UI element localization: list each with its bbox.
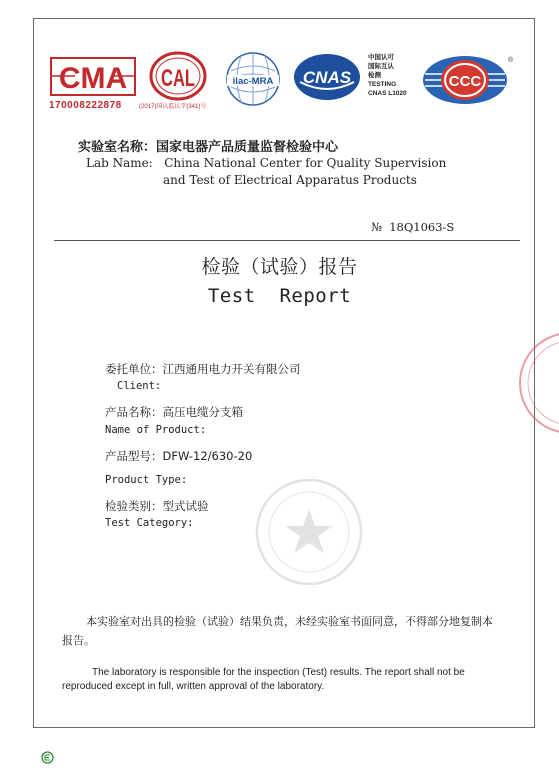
title-cn: 检验（试验）报告	[201, 256, 358, 278]
title-en: Test Report	[207, 285, 352, 307]
product-type-en: Product Type:	[105, 474, 188, 486]
ccc-logo-text: CCC	[448, 73, 482, 90]
registered-mark: ®	[508, 57, 514, 64]
disclaimer-en: The laboratory is responsible for the inspection (Test) results. The report shall not be reproduced except in full, written approval of the laboratory.	[62, 667, 465, 692]
ccc-logo	[421, 54, 509, 106]
cnas-logo-text: CNAS	[302, 68, 352, 87]
cnas-side-line: CNAS L1020	[368, 90, 407, 97]
lab-name-cn: 实验室名称：国家电器产品质量监督检验中心	[78, 140, 339, 155]
client-cn: 委托单位：江西通用电力开关有限公司	[105, 362, 301, 376]
ilac-logo-text: ilac-MRA	[232, 76, 274, 87]
lab-name-en-line2: and Test of Electrical Apparatus Products	[163, 173, 417, 187]
cal-logo	[148, 50, 208, 102]
client-en: Client:	[117, 380, 162, 392]
red-stamp	[515, 328, 559, 438]
ilac-mra-logo	[223, 51, 283, 107]
cnas-side-line: 国际互认	[368, 63, 394, 70]
cnas-logo	[292, 52, 362, 102]
cma-logo-text: CMA	[58, 62, 128, 95]
test-category-cn: 检验类别：型式试验	[105, 499, 209, 513]
lab-name-en-line1: Lab Name: China National Center for Quality Supervision	[86, 156, 447, 170]
seal-watermark	[254, 477, 364, 587]
cnas-side-line: 检测	[368, 72, 381, 79]
cnas-side-line: TESTING	[368, 81, 397, 88]
product-name-en: Name of Product:	[105, 424, 207, 436]
report-number: № 18Q1063-S	[371, 220, 455, 234]
product-name-cn: 产品名称：高压电缆分支箱	[105, 405, 243, 419]
cal-logo-text: CAL	[161, 65, 195, 92]
cnas-side-line: 中国认可	[368, 54, 394, 61]
divider	[54, 240, 520, 241]
disclaimer-cn: 本实验室对出具的检验（试验）结果负责，未经实验室书面同意，不得部分地复制本报告。	[62, 615, 493, 647]
cal-number: (2017)国认监认字(341)号	[139, 104, 207, 110]
cma-number: 170008222878	[49, 100, 122, 111]
cnas-accreditation-text	[368, 53, 407, 98]
footer-logo-icon	[41, 751, 54, 764]
test-category-en: Test Category:	[105, 517, 194, 529]
cma-logo	[50, 52, 136, 98]
product-type-cn: 产品型号：DFW-12/630-20	[105, 449, 253, 463]
